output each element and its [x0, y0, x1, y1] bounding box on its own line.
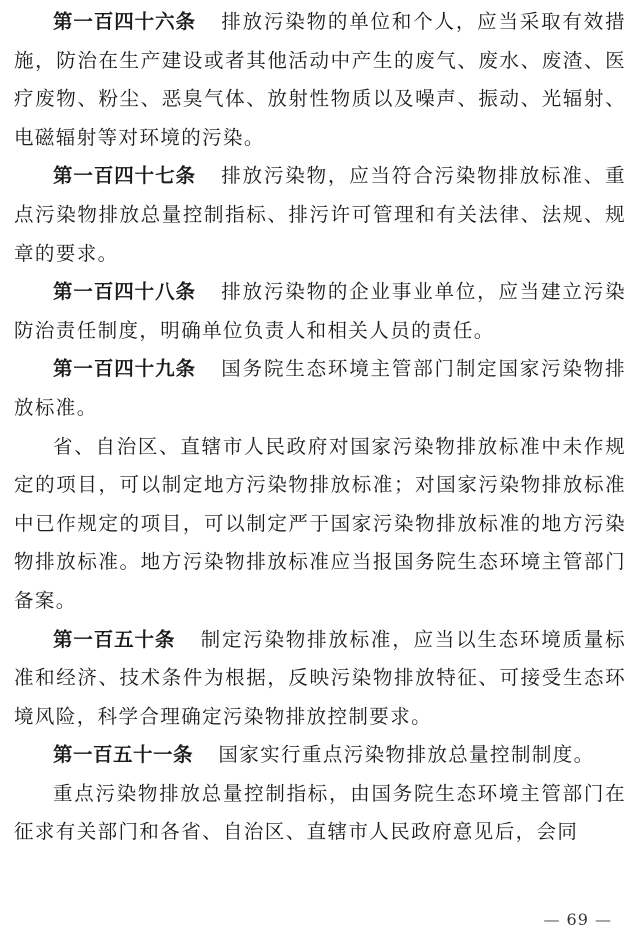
page-footer	[543, 910, 612, 929]
article-149	[14, 350, 626, 427]
article-number: 第一百四十九条	[53, 357, 196, 381]
article-text: 国务院生态环境主管部门制定国家污染物排放标准。	[14, 357, 626, 419]
article-text: 排放污染物的企业事业单位，应当建立污染防治责任制度，明确单位负责人和相关人员的责任。	[14, 280, 626, 342]
article-text: 省、自治区、直辖市人民政府对国家污染物排放标准中未作规定的项目，可以制定地方污染物排放标准；对国家污染物排放标准中已作规定的项目，可以制定严于国家污染物排放标准的地方污染物排放标准。地方污染物排放标准应当报国务院生态环境主管部门备案。	[14, 434, 626, 612]
article-151-paragraph-2	[14, 775, 626, 852]
document-page	[14, 0, 626, 852]
article-number: 第一百四十六条	[53, 10, 196, 33]
article-text: 重点污染物排放总量控制指标，由国务院生态环境主管部门在征求有关部门和各省、自治区、直辖市人民政府意见后，会同	[14, 781, 626, 844]
article-150	[14, 621, 626, 737]
article-number: 第一百五十一条	[53, 743, 194, 767]
footer-dash-right: —	[595, 910, 612, 929]
article-number: 第一百四十七条	[53, 164, 196, 188]
article-149-paragraph-2	[14, 428, 626, 621]
article-146	[14, 3, 626, 157]
article-number: 第一百五十条	[53, 627, 176, 651]
article-number: 第一百四十八条	[53, 280, 196, 304]
article-text: 排放污染物的单位和个人，应当采取有效措施，防治在生产建设或者其他活动中产生的废气、废水、废渣、医疗废物、粉尘、恶臭气体、放射性物质以及噪声、振动、光辐射、电磁辐射等对环境的污染。	[14, 10, 626, 149]
article-text: 制定污染物排放标准，应当以生态环境质量标准和经济、技术条件为根据，反映污染物排放特征、可接受生态环境风险，科学合理确定污染物排放控制要求。	[14, 627, 626, 728]
page-number: 69	[566, 910, 589, 929]
footer-dash-left: —	[543, 910, 561, 929]
article-text: 排放污染物，应当符合污染物排放标准、重点污染物排放总量控制指标、排污许可管理和有关法律、法规、规章的要求。	[14, 164, 626, 265]
article-text: 国家实行重点污染物排放总量控制制度。	[218, 743, 595, 767]
article-151	[14, 736, 626, 775]
article-147	[14, 157, 626, 273]
article-148	[14, 273, 626, 350]
